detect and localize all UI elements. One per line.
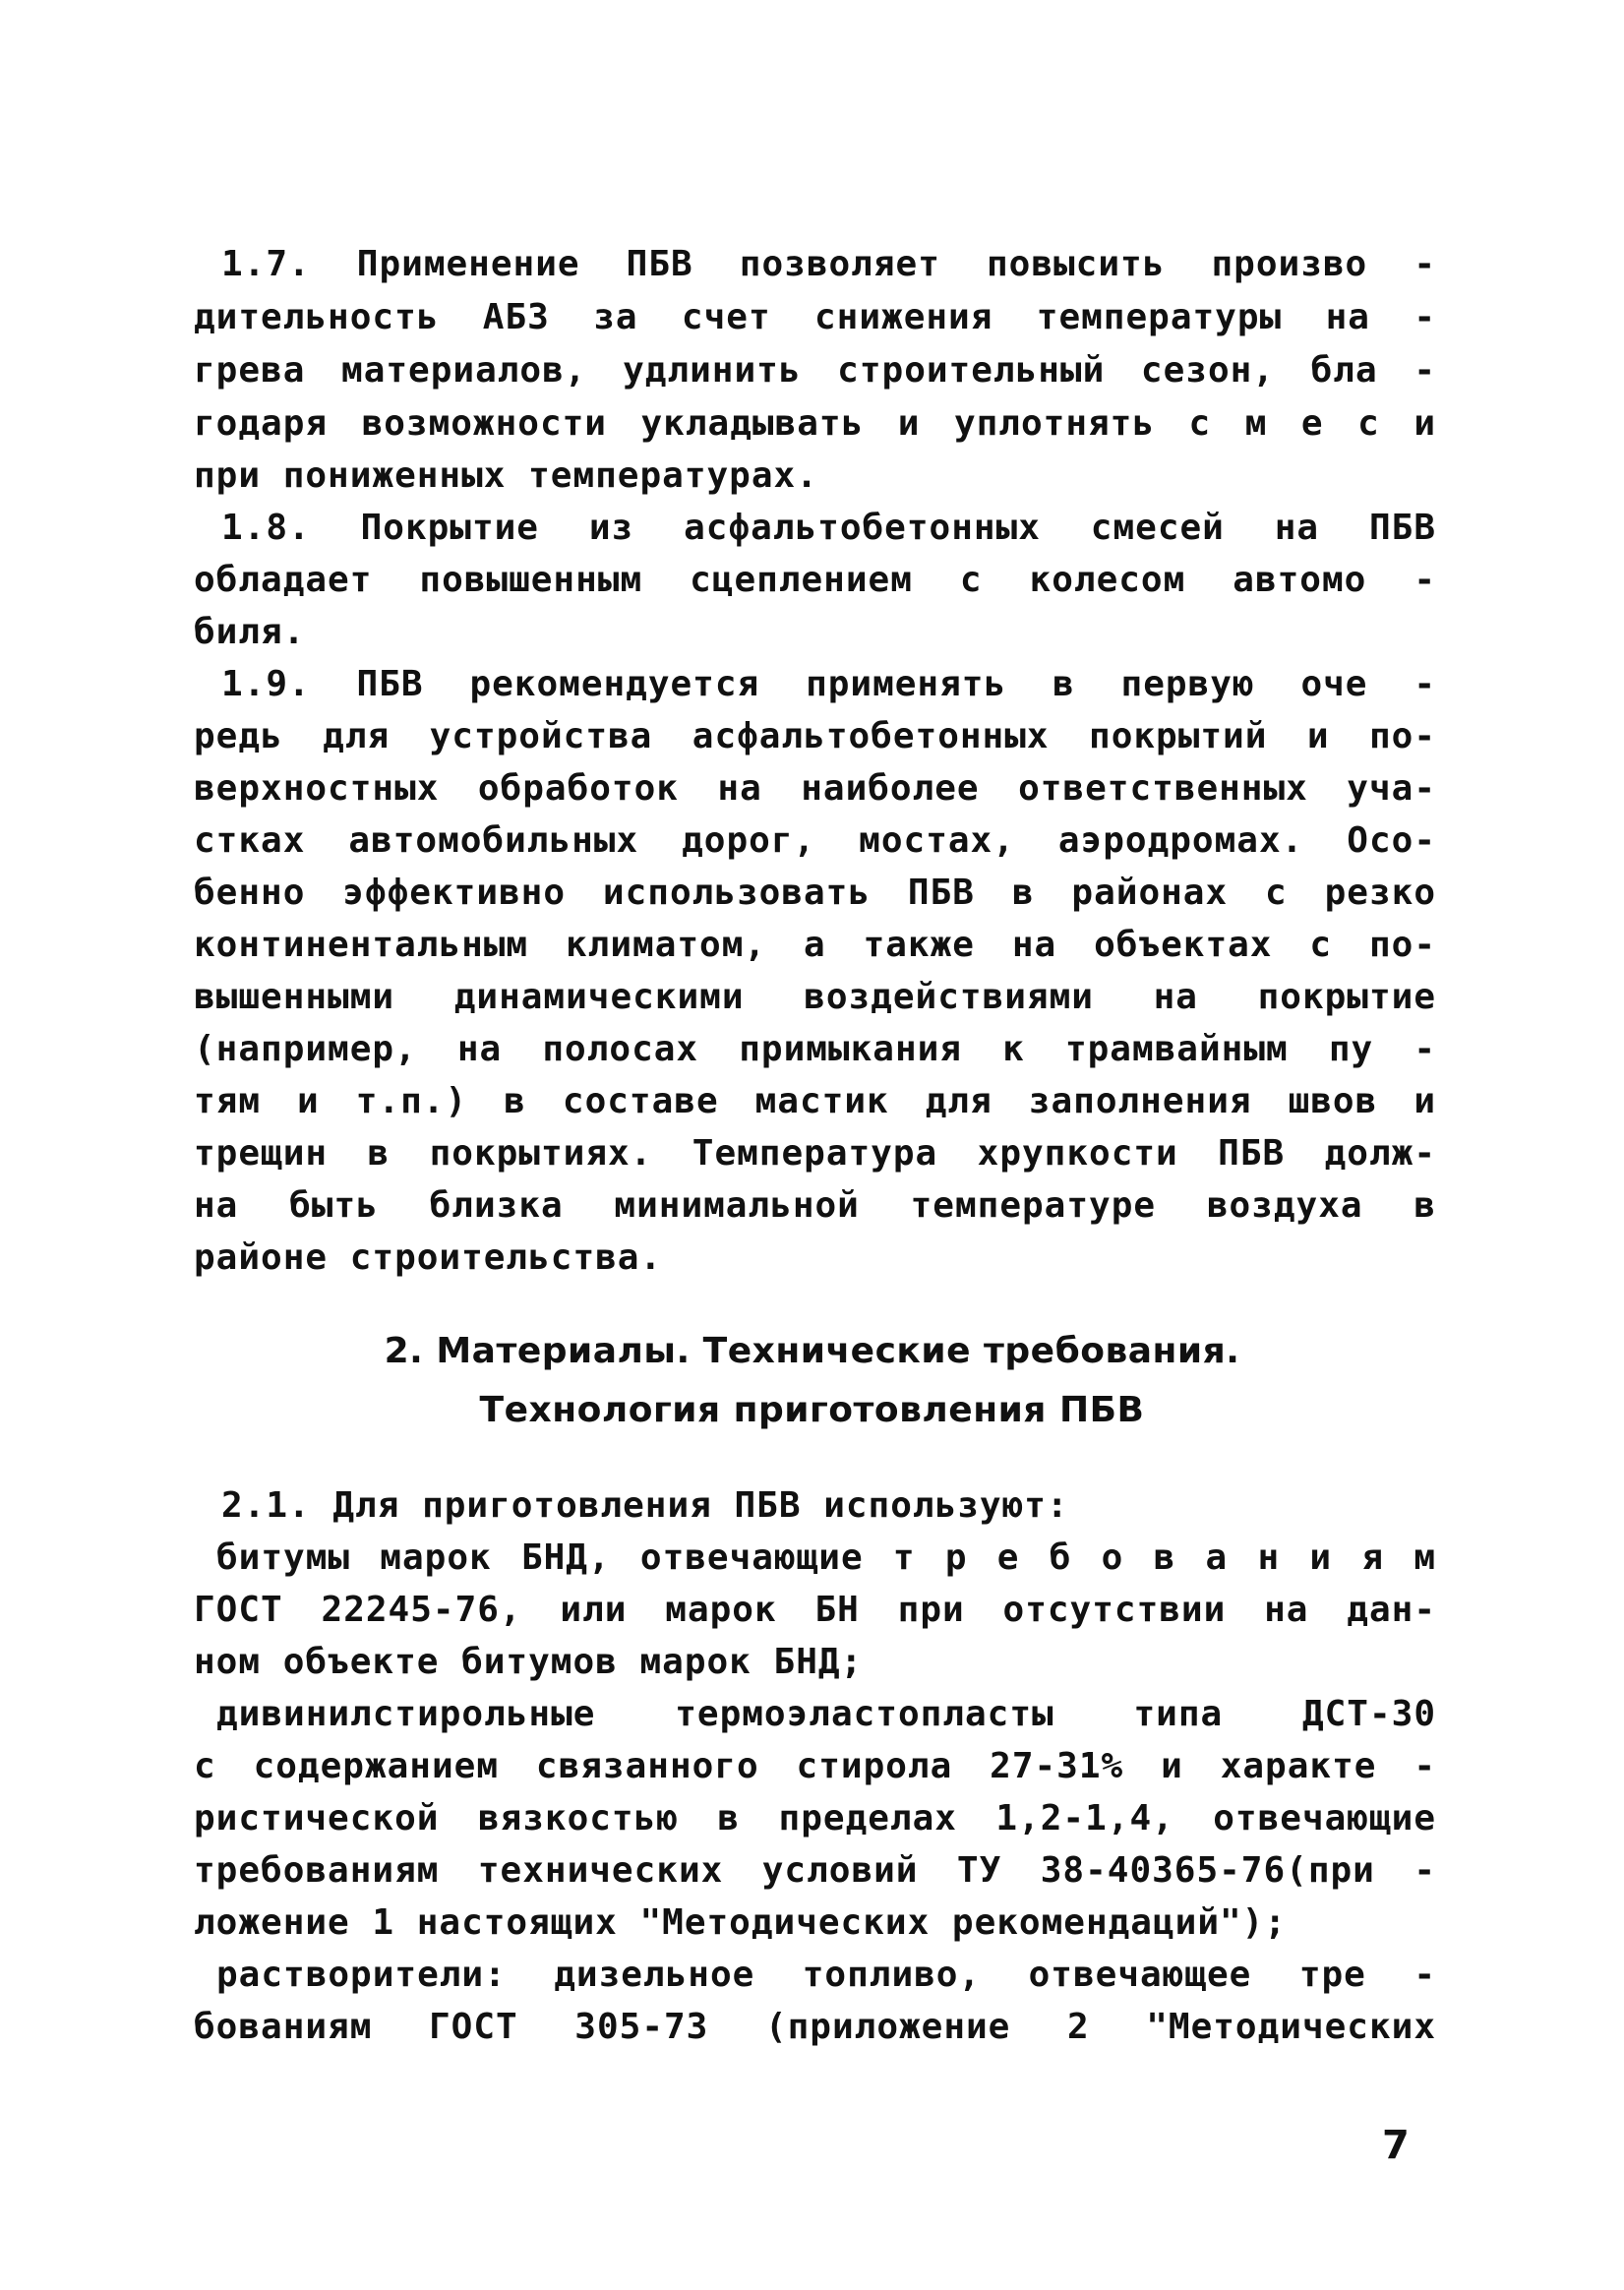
paragraph-1-7-line: 1.7. Применение ПБВ позволяет повысить произво -: [221, 244, 1436, 284]
paragraph-dst-line: требованиям технических условий ТУ 38-40365-76(при -: [194, 1850, 1436, 1891]
paragraph-1-9-line: бенно эффективно использовать ПБВ в районах с резко: [194, 873, 1436, 913]
paragraph-1-8-line: 1.8. Покрытие из асфальтобетонных смесей на ПБВ: [221, 508, 1436, 548]
paragraph-1-9-line: континентальным климатом, а также на объектах с по-: [194, 925, 1436, 965]
paragraph-bitumen-line: ГОСТ 22245-76, или марок БН при отсутствии на дан-: [194, 1590, 1436, 1630]
paragraph-bitumen-line: ном объекте битумов марок БНД;: [194, 1642, 864, 1682]
paragraph-dst-line: ложение 1 настоящих "Методических рекомендаций");: [194, 1902, 1288, 1943]
paragraph-dst-line: ристической вязкостью в пределах 1,2-1,4, отвечающие: [194, 1798, 1436, 1838]
paragraph-1-9-line: трещин в покрытиях. Температура хрупкости ПБВ долж-: [194, 1133, 1436, 1174]
paragraph-1-9-line: тям и т.п.) в составе мастик для заполнения швов и: [194, 1081, 1436, 1121]
paragraph-1-9-line: редь для устройства асфальтобетонных покрытий и по-: [194, 716, 1436, 756]
section-heading-line-2: Технология приготовления ПБВ: [479, 1390, 1145, 1430]
paragraph-1-9-line: стках автомобильных дорог, мостах, аэродромах. Осо-: [194, 820, 1436, 861]
paragraph-1-7-line: дительность АБЗ за счет снижения температуры на -: [194, 297, 1436, 337]
paragraph-1-7-line: при пониженных температурах.: [194, 455, 818, 496]
paragraph-dst-line: с содержанием связанного стирола 27-31% и характе -: [194, 1746, 1436, 1786]
section-heading-line-1: 2. Материалы. Технические требования.: [384, 1331, 1240, 1371]
paragraph-1-9-line: верхностных обработок на наиболее ответственных уча-: [194, 768, 1436, 809]
paragraph-1-9-line: районе строительства.: [194, 1237, 663, 1278]
paragraph-2-1-intro-line: 2.1. Для приготовления ПБВ используют:: [221, 1485, 1069, 1526]
page-number: 7: [1382, 2123, 1410, 2168]
paragraph-1-8-line: обладает повышенным сцеплением с колесом автомо -: [194, 560, 1436, 600]
paragraph-dst-line: дивинилстирольные термоэластопласты типа ДСТ-30: [216, 1694, 1436, 1734]
paragraph-solvents-line: бованиям ГОСТ 305-73 (приложение 2 "Методических: [194, 2007, 1436, 2047]
paragraph-solvents-line: растворители: дизельное топливо, отвечающее тре -: [216, 1955, 1436, 1995]
paragraph-1-7-line: грева материалов, удлинить строительный сезон, бла -: [194, 350, 1436, 391]
paragraph-1-9-line: (например, на полосах примыкания к трамвайным пу -: [194, 1029, 1436, 1069]
paragraph-1-9-line: на быть близка минимальной температуре воздуха в: [194, 1185, 1436, 1226]
paragraph-1-8-line: биля.: [194, 612, 306, 652]
paragraph-1-7-line: годаря возможности укладывать и уплотнять с м е с и: [194, 403, 1436, 444]
paragraph-1-9-line: вышенными динамическими воздействиями на покрытие: [194, 977, 1436, 1017]
paragraph-1-9-line: 1.9. ПБВ рекомендуется применять в первую оче -: [221, 664, 1436, 704]
paragraph-bitumen-line: битумы марок БНД, отвечающие т р е б о в а н и я м: [216, 1537, 1436, 1578]
